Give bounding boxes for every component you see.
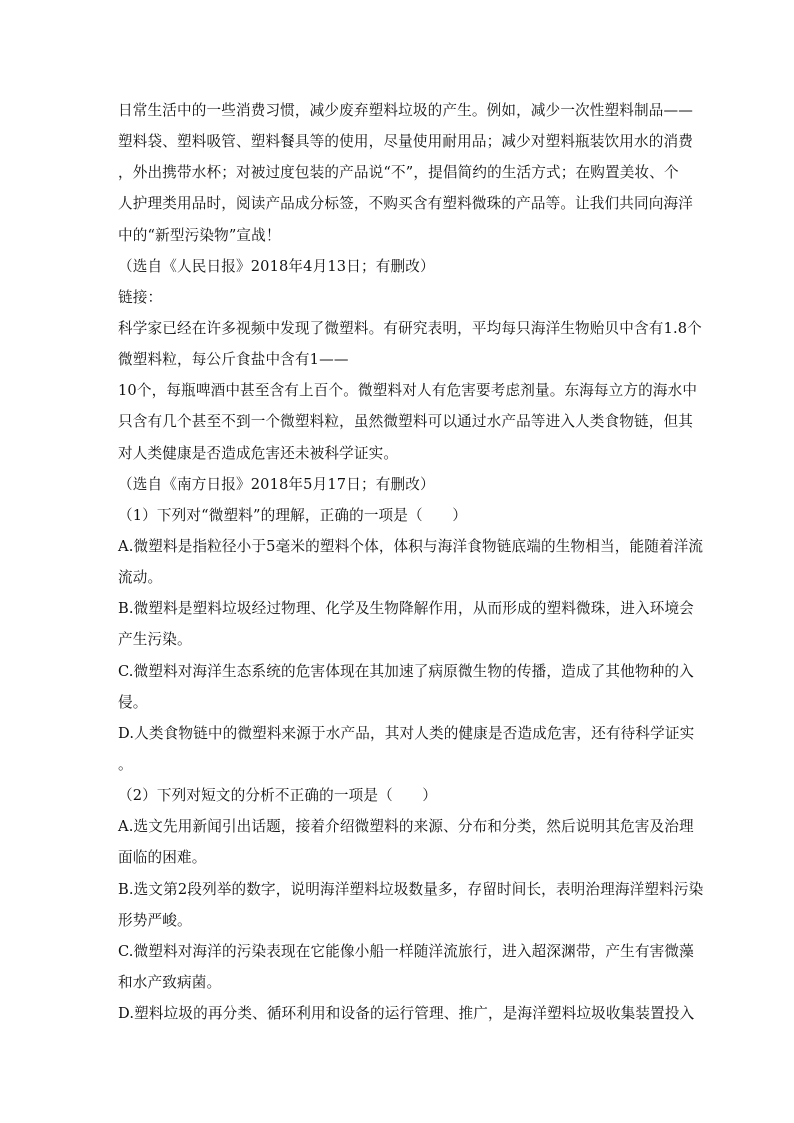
question-2: （2）下列对短文的分析不正确的一项是（ ） bbox=[118, 787, 438, 804]
text-line: 对人类健康是否造成危害还未被科学证实。 bbox=[118, 445, 399, 462]
option-b: B.微塑料是塑料垃圾经过物理、化学及生物降解作用，从而形成的塑料微珠，进入环境会 bbox=[118, 600, 694, 617]
option-c: C.微塑料对海洋生态系统的危害体现在其加速了病原微生物的传播，造成了其他物种的入 bbox=[118, 663, 694, 680]
option-b-cont: 产生污染。 bbox=[118, 631, 192, 648]
option-b: B.选文第2段列举的数字，说明海洋塑料垃圾数量多，存留时间长，表明治理海洋塑料污染 bbox=[118, 881, 704, 898]
text-line: 10个，每瓶啤酒中甚至含有上百个。微塑料对人有危害要考虑剂量。东海每立方的海水中 bbox=[118, 382, 698, 399]
option-c: C.微塑料对海洋的污染表现在它能像小船一样随洋流旅行，进入超深渊带，产生有害微藻 bbox=[118, 943, 694, 960]
option-b-cont: 形势严峻。 bbox=[118, 912, 192, 929]
option-d-cont: 。 bbox=[118, 756, 133, 773]
text-line: 只含有几个甚至不到一个微塑料粒，虽然微塑料可以通过水产品等进入人类食物链，但其 bbox=[118, 413, 694, 430]
option-a: A.选文先用新闻引出话题，接着介绍微塑料的来源、分布和分类，然后说明其危害及治理 bbox=[118, 818, 694, 835]
question-1: （1）下列对“微塑料”的理解，正确的一项是（ ） bbox=[118, 507, 468, 524]
option-d: D.塑料垃圾的再分类、循环利用和设备的运行管理、推广，是海洋塑料垃圾收集装置投入 bbox=[118, 1005, 695, 1022]
section-label-link: 链接： bbox=[118, 289, 163, 306]
option-c-cont: 和水产致病菌。 bbox=[118, 974, 222, 991]
text-line: 人护理类用品时，阅读产品成分标签，不购买含有塑料微珠的产品等。让我们共同向海洋 bbox=[118, 195, 694, 212]
option-d: D.人类食物链中的微塑料来源于水产品，其对人类的健康是否造成危害，还有待科学证实 bbox=[118, 725, 695, 742]
text-line: 科学家已经在许多视频中发现了微塑料。有研究表明，平均每只海洋生物贻贝中含有1.8个 bbox=[118, 320, 702, 337]
text-line: 塑料袋、塑料吸管、塑料餐具等的使用，尽量使用耐用品；减少对塑料瓶装饮用水的消费 bbox=[118, 133, 694, 150]
option-a-cont: 面临的困难。 bbox=[118, 849, 207, 866]
option-a: A.微塑料是指粒径小于5毫米的塑料个体，体积与海洋食物链底端的生物相当，能随着洋流 bbox=[118, 538, 704, 555]
text-line: 微塑料粒，每公斤食盐中含有1—— bbox=[118, 351, 349, 368]
option-a-cont: 流动。 bbox=[118, 569, 163, 586]
text-line: ，外出携带水杯；对被过度包装的产品说“不”，提倡简约的生活方式；在购置美妆、个 bbox=[118, 164, 679, 181]
source-citation: （选自《人民日报》2018年4月13日；有删改） bbox=[118, 258, 435, 275]
text-line: 日常生活中的一些消费习惯，减少废弃塑料垃圾的产生。例如，减少一次性塑料制品—— bbox=[118, 102, 694, 119]
text-line: 中的“新型污染物”宣战！ bbox=[118, 227, 281, 244]
source-citation: （选自《南方日报》2018年5月17日；有删改） bbox=[118, 476, 435, 493]
option-c-cont: 侵。 bbox=[118, 694, 148, 711]
